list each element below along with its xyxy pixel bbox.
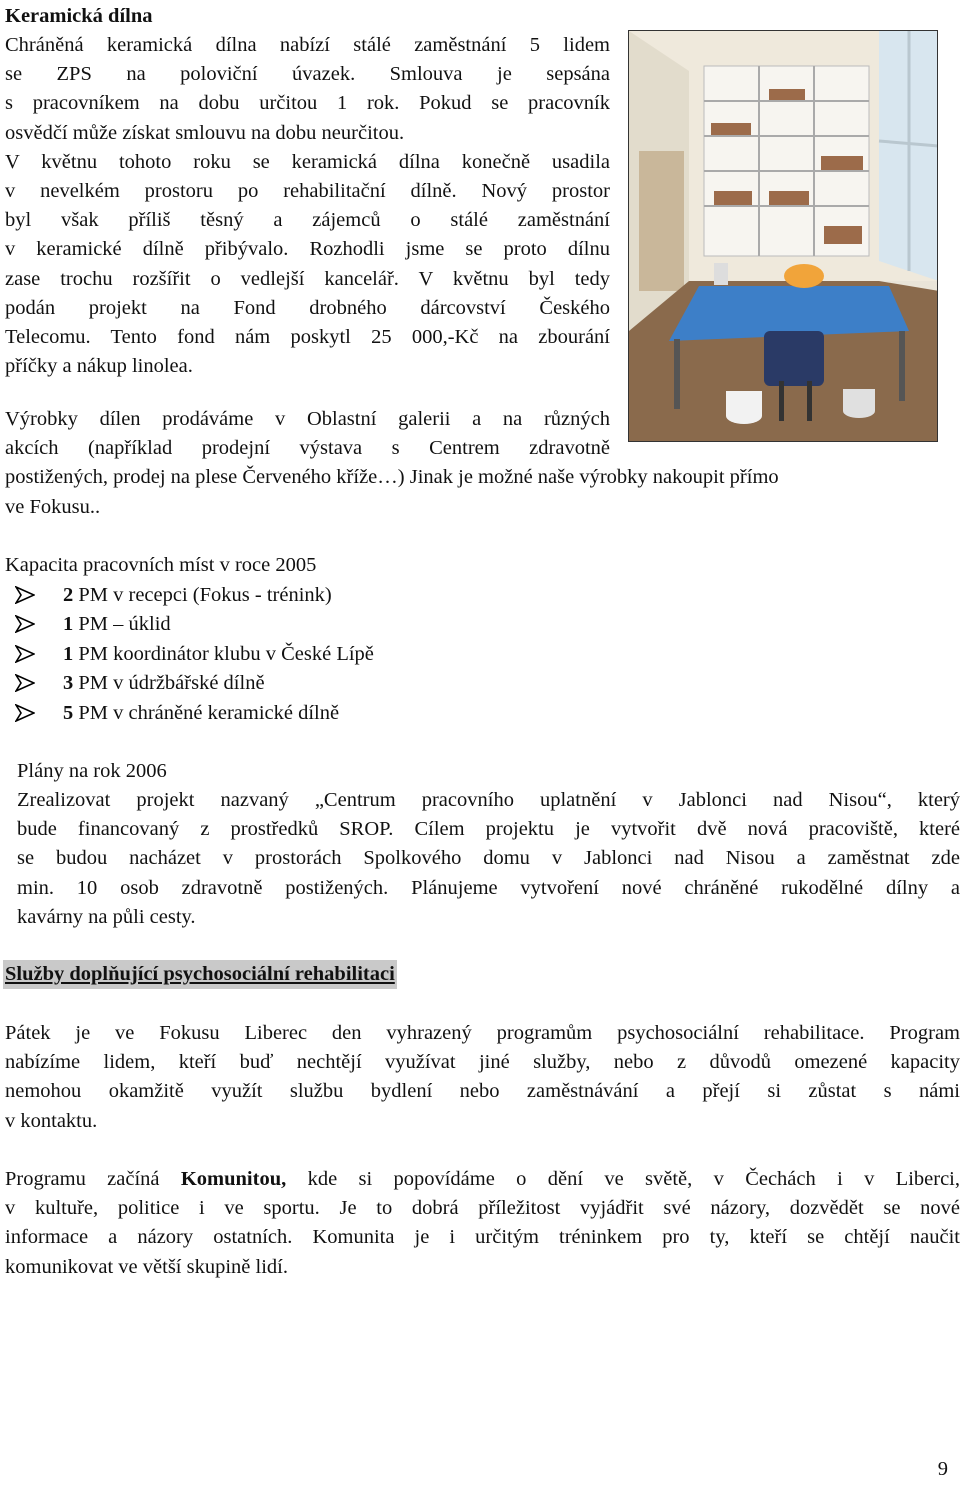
arrow-bullet-icon: [15, 615, 35, 633]
arrow-bullet-icon: [15, 674, 35, 692]
arrow-bullet-icon: [15, 704, 35, 722]
list-item: [5, 699, 605, 728]
arrow-bullet-icon: [15, 586, 35, 604]
services-title: Služby doplňující psychosociální rehabilitaci: [3, 960, 397, 989]
capacity-count: 2: [63, 584, 74, 606]
services-paragraph-1: [5, 1019, 960, 1136]
plans-title: Plány na rok 2006: [17, 760, 167, 782]
text-line: Telecomu. Tento fond nám poskytl 25 000,-Kč na zbourání: [5, 326, 610, 349]
page-number: 9: [937, 1458, 948, 1480]
text-line: postižených, prodej na plese Červeného kříže…) Jinak je možné naše výrobky nakoupit přímo: [5, 466, 779, 489]
list-item: [5, 581, 605, 610]
capacity-text: PM v chráněné keramické dílně: [73, 701, 340, 724]
capacity-list: [5, 581, 605, 728]
text-line: příčky a nákup linolea.: [5, 355, 193, 378]
text-line: s pracovníkem na dobu určitou 1 rok. Pokud se pracovník: [5, 92, 610, 115]
text-line: zase trochu rozšířit o vedlejší kancelář. V květnu byl tedy: [5, 267, 610, 290]
text-line: V květnu tohoto roku se keramická dílna konečně usadila: [5, 150, 610, 173]
workshop-photo: [628, 30, 938, 442]
text-line: min. 10 osob zdravotně postižených. Plánujeme vytvoření nové chráněné rukodělné dílny a: [17, 876, 960, 899]
text-line: v kultuře, politice i ve sportu. Je to dobrá příležitost vyjádřit své názory, dozvědět se nové: [5, 1197, 960, 1220]
text-line: podán projekt na Fond drobného dárcovství Českého: [5, 296, 610, 319]
text-line: se budou nacházet v prostorách Spolkového domu v Jablonci nad Nisou a zaměstnat zde: [17, 847, 960, 870]
text-line: se ZPS na poloviční úvazek. Smlouva je sepsána: [5, 63, 610, 86]
arrow-bullet-icon: [15, 645, 35, 663]
capacity-text: PM koordinátor klubu v České Lípě: [73, 642, 374, 665]
text-span: kde si popovídáme o dění ve světě, v Čechách i v Liberci,: [286, 1168, 960, 1190]
text-line: Výrobky dílen prodáváme v Oblastní galerii a na různých: [5, 408, 610, 430]
capacity-title: Kapacita pracovních míst v roce 2005: [5, 554, 317, 576]
products-paragraph: [5, 405, 960, 522]
text-line: nemohou okamžitě využít službu bydlení nebo zaměstnávání a přejí si zůstat s námi: [5, 1080, 960, 1103]
text-line: nabízíme lidem, kteří buď nechtějí využívat jiné služby, nebo z důvodů omezené kapacity: [5, 1051, 960, 1074]
capacity-text: PM v údržbářské dílně: [73, 672, 265, 695]
services-title-wrap: [3, 960, 397, 989]
text-line: komunikovat ve větší skupině lidí.: [5, 1255, 288, 1278]
text-line: akcích (například prodejní výstava s Centrem zdravotně: [5, 437, 610, 460]
text-span: Programu začíná: [5, 1168, 181, 1190]
text-line: informace a názory ostatních. Komunita je i určitým tréninkem pro ty, kteří se chtějí naučit: [5, 1226, 960, 1249]
list-item: [5, 669, 605, 698]
text-line: v nevelkém prostoru po rehabilitační dílně. Nový prostor: [5, 180, 610, 203]
bold-term: Komunitou,: [180, 1168, 287, 1190]
text-line: ve Fokusu..: [5, 495, 101, 518]
capacity-text: PM v recepci (Fokus - trénink): [73, 584, 332, 606]
text-line: byl však příliš těsný a zájemců o stálé zaměstnání: [5, 209, 610, 232]
text-line: kavárny na půli cesty.: [17, 905, 196, 928]
text-line: Pátek je ve Fokusu Liberec den vyhrazený programům psychosociální rehabilitace. Program: [5, 1022, 960, 1044]
services-paragraph-2: [5, 1165, 960, 1282]
list-item: [5, 610, 605, 639]
text-line: v kontaktu.: [5, 1109, 98, 1132]
capacity-count: 3: [63, 672, 74, 695]
capacity-count: 1: [63, 613, 74, 636]
text-line: [5, 1165, 960, 1194]
text-line: osvědčí může získat smlouvu na dobu neurčitou.: [5, 121, 405, 144]
ceramics-paragraph: [5, 31, 610, 381]
text-line: Zrealizovat projekt nazvaný „Centrum pracovního uplatnění v Jablonci nad Nisou“, který: [17, 789, 960, 811]
text-line: v keramické dílně přibývalo. Rozhodli jsme se proto dílnu: [5, 238, 610, 261]
capacity-count: 1: [63, 642, 74, 665]
ceramics-title: Keramická dílna: [5, 5, 153, 27]
capacity-text: PM – úklid: [73, 613, 171, 636]
list-item: [5, 640, 605, 669]
text-line: bude financovaný z prostředků SROP. Cílem projektu je vytvořit dvě nová pracoviště, které: [17, 818, 960, 841]
capacity-count: 5: [63, 701, 74, 724]
plans-paragraph: [17, 786, 960, 932]
text-line: Chráněná keramická dílna nabízí stálé zaměstnání 5 lidem: [5, 34, 610, 56]
